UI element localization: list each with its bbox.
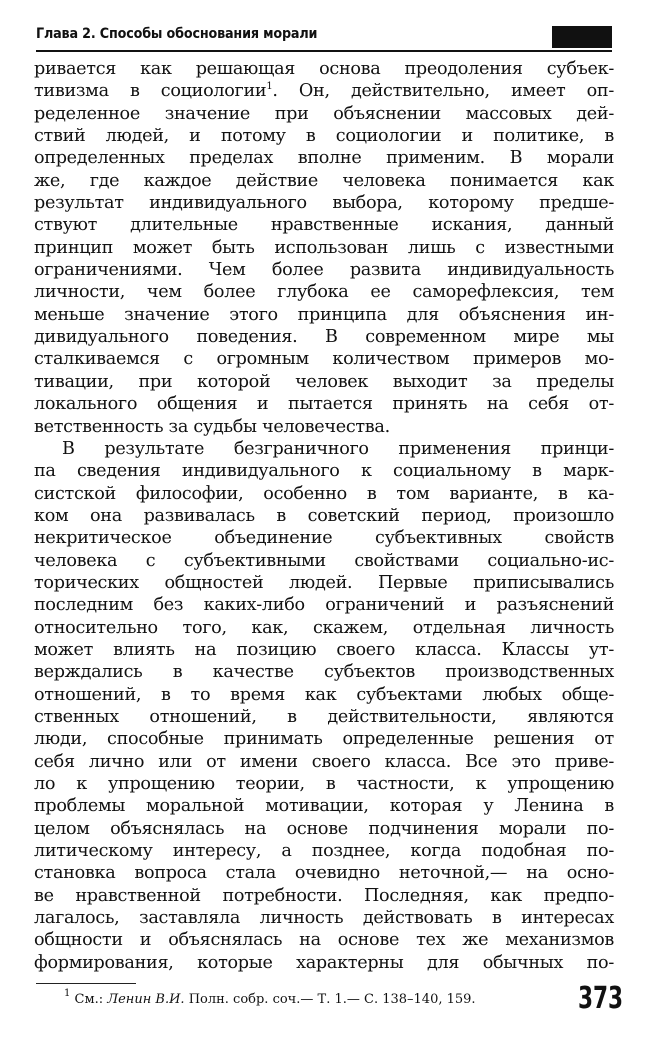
text-line: сталкиваемся с огромным количеством примеров мо- xyxy=(34,349,614,370)
footnote-prefix: См.: xyxy=(74,992,104,1007)
footnote xyxy=(64,988,476,1007)
text-line: дивидуального поведения. В современном мире мы xyxy=(34,327,614,348)
text-line: ком она развивалась в советский период, произошло xyxy=(34,505,614,526)
main-text xyxy=(34,58,614,974)
footnote-ref: 1 xyxy=(266,81,273,93)
text-line: люди, способные принимать определенные решения от xyxy=(34,729,614,750)
footnote-author: Ленин В.И. xyxy=(107,992,185,1007)
text-line: ветственность за судьбы человечества. xyxy=(34,416,390,437)
header-black-bar xyxy=(552,26,612,48)
text-line: может влиять на позицию своего класса. Классы ут- xyxy=(34,639,614,660)
footnote-mark: 1 xyxy=(64,988,71,999)
text-line: некритическое объединение субъективных свойств xyxy=(34,528,614,549)
text-line: литическому интересу, а позднее, когда подобная по- xyxy=(34,841,614,862)
text-line: ривается как решающая основа преодоления субъек- xyxy=(34,59,614,79)
footnote-text: Полн. собр. соч.— Т. 1.— С. 138–140, 159. xyxy=(188,992,476,1007)
text-line: общности и объяснялась на основе тех же механизмов xyxy=(34,930,614,951)
text-line: личности, чем более глубока ее саморефлексия, тем xyxy=(34,282,614,303)
text-line: результат индивидуального выбора, которому предше- xyxy=(34,193,614,214)
text-line: ствий людей, и потому в социологии и политике, в xyxy=(34,126,614,147)
text-line: принцип может быть использован лишь с известными xyxy=(34,237,614,258)
text-line: себя лично или от имени своего класса. Все это приве- xyxy=(34,751,614,772)
text-line: меньше значение этого принципа для объяснения ин- xyxy=(34,304,614,325)
chapter-title: Глава 2. Способы обоснования морали xyxy=(36,26,318,42)
text-line: становка вопроса стала очевидно неточной,— на осно- xyxy=(34,863,614,884)
text-fragment: Он, действительно, имеет оп- xyxy=(298,81,614,102)
text-line: лагалось, заставляла личность действовать в интересах xyxy=(34,908,614,929)
running-header xyxy=(36,24,612,52)
text-line: ло к упрощению теории, в частности, к упрощению xyxy=(34,774,614,794)
text-line: определенных пределах вполне применим. В морали xyxy=(34,148,614,169)
text-line: ственных отношений, в действительности, являются xyxy=(34,706,614,727)
text-line: торических общностей людей. Первые приписывались xyxy=(34,572,614,593)
text-line: же, где каждое действие человека понимается как xyxy=(34,170,614,191)
text-line: па сведения индивидуального к социальному в марк- xyxy=(34,461,614,482)
text-line: ограничениями. Чем более развита индивидуальность xyxy=(34,260,614,281)
text-line: В результате безграничного применения принци- xyxy=(62,438,614,459)
text-line: локального общения и пытается принять на себя от- xyxy=(34,394,614,415)
page-number: 373 xyxy=(578,981,624,1016)
text-line: ределенное значение при объяснении массовых дей- xyxy=(34,103,614,124)
text-line: формирования, которые характерны для обычных по- xyxy=(34,952,614,973)
text-line: ве нравственной потребности. Последняя, как предпо- xyxy=(34,885,614,906)
text-fragment: тивизма в социологии xyxy=(34,81,267,102)
text-line: ствуют длительные нравственные искания, данный xyxy=(34,215,614,236)
text-line: тивизма в социологии$^1$. Он, действительно, имеет оп- xyxy=(34,81,614,102)
text-line: последним без каких-либо ограничений и разъяснений xyxy=(34,595,614,616)
text-line: человека с субъективными свойствами социально-ис- xyxy=(34,550,614,571)
text-line: целом объяснялась на основе подчинения морали по- xyxy=(34,818,614,839)
text-line: отношений, в то время как субъектами любых обще- xyxy=(34,684,614,705)
text-line: относительно того, как, скажем, отдельная личность xyxy=(34,617,614,638)
text-line: верждались в качестве субъектов производственных xyxy=(34,662,614,683)
text-line: систской философии, особенно в том варианте, в ка- xyxy=(34,483,614,504)
footnote-divider xyxy=(36,983,136,984)
text-line: проблемы моральной мотивации, которая у Ленина в xyxy=(34,796,614,817)
text-line: тивации, при которой человек выходит за пределы xyxy=(34,371,614,392)
